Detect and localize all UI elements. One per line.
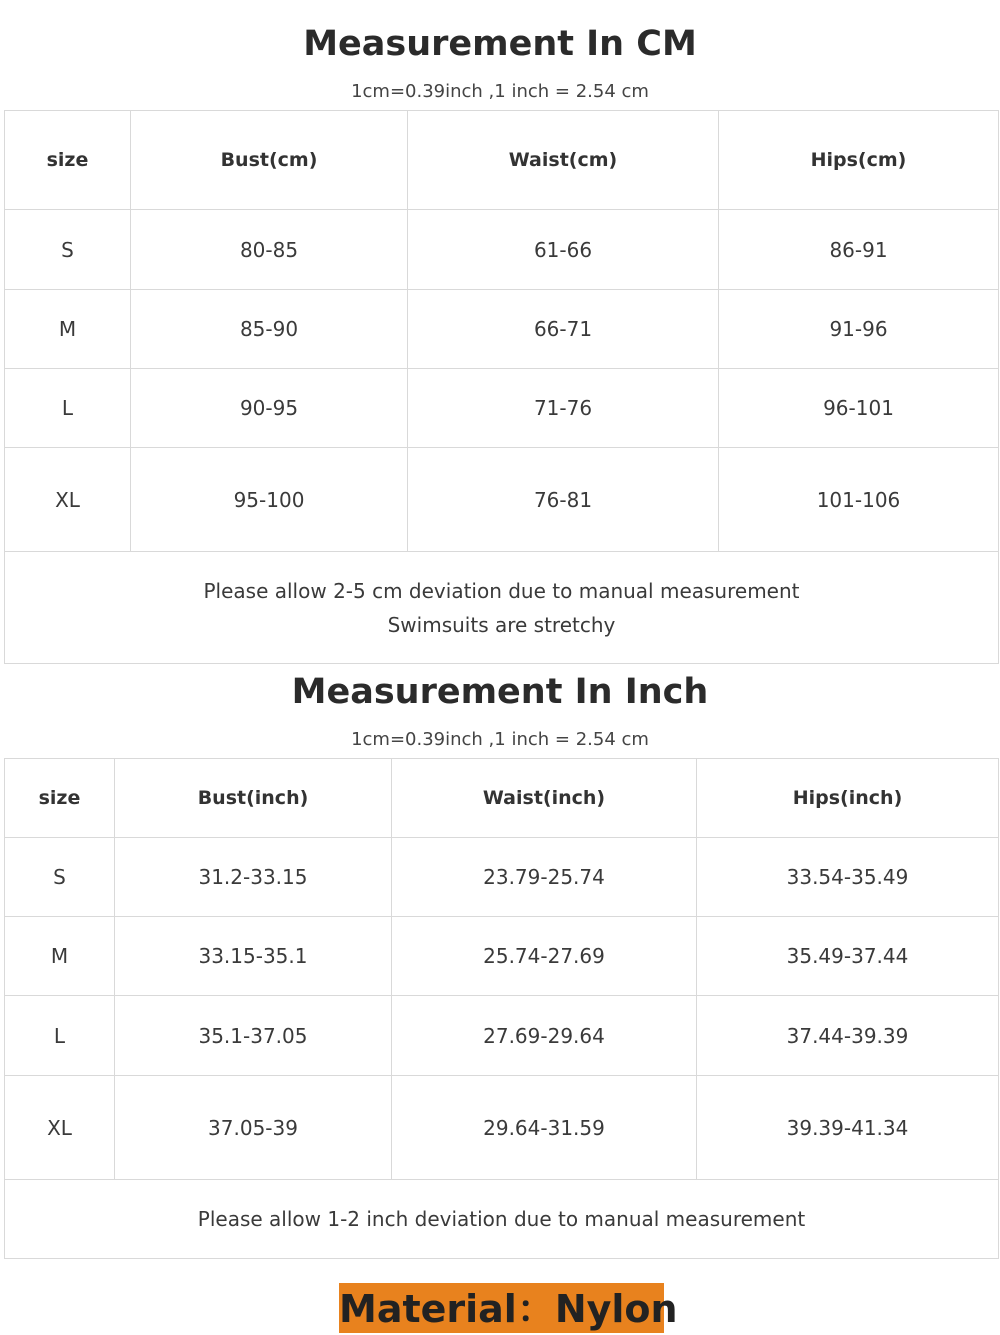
table-row bbox=[5, 448, 999, 552]
header-size: size bbox=[5, 111, 131, 210]
cell-waist: 66-71 bbox=[408, 290, 719, 369]
table-note-row bbox=[5, 1180, 999, 1259]
cell-size: M bbox=[5, 290, 131, 369]
table-header-row bbox=[5, 111, 999, 210]
cell-hips: 37.44-39.39 bbox=[697, 996, 999, 1076]
header-hips: Hips(inch) bbox=[697, 759, 999, 838]
header-waist: Waist(cm) bbox=[408, 111, 719, 210]
cell-size: S bbox=[5, 838, 115, 917]
cell-bust: 95-100 bbox=[131, 448, 408, 552]
cell-waist: 76-81 bbox=[408, 448, 719, 552]
deviation-note bbox=[5, 552, 999, 664]
table-row bbox=[5, 1076, 999, 1180]
cell-hips: 96-101 bbox=[719, 369, 999, 448]
cell-size: S bbox=[5, 210, 131, 290]
cell-hips: 91-96 bbox=[719, 290, 999, 369]
inch-title: Measurement In Inch bbox=[291, 672, 709, 712]
table-header-row bbox=[5, 759, 999, 838]
deviation-note-text: Please allow 1-2 inch deviation due to manual measurement bbox=[197, 1207, 806, 1231]
cell-size: L bbox=[5, 996, 115, 1076]
cm-title: Measurement In CM bbox=[303, 24, 697, 64]
stretch-note-text: Swimsuits are stretchy bbox=[387, 612, 616, 637]
table-row bbox=[5, 996, 999, 1076]
cell-hips: 35.49-37.44 bbox=[697, 917, 999, 996]
cell-hips: 101-106 bbox=[719, 448, 999, 552]
header-bust: Bust(cm) bbox=[131, 111, 408, 210]
material-badge: Material：Nylon bbox=[339, 1283, 664, 1333]
cell-bust: 35.1-37.05 bbox=[115, 996, 392, 1076]
header-bust: Bust(inch) bbox=[115, 759, 392, 838]
table-row bbox=[5, 369, 999, 448]
cell-waist: 27.69-29.64 bbox=[392, 996, 697, 1076]
deviation-note bbox=[5, 1180, 999, 1259]
inch-subtitle: 1cm=0.39inch ,1 inch = 2.54 cm bbox=[351, 729, 649, 750]
deviation-note-text: Please allow 2-5 cm deviation due to manual measurement bbox=[203, 578, 800, 603]
cm-size-table bbox=[4, 110, 999, 664]
cell-waist: 25.74-27.69 bbox=[392, 917, 697, 996]
cell-size: XL bbox=[5, 448, 131, 552]
table-row bbox=[5, 290, 999, 369]
cell-waist: 71-76 bbox=[408, 369, 719, 448]
header-size: size bbox=[5, 759, 115, 838]
cell-size: L bbox=[5, 369, 131, 448]
table-row bbox=[5, 917, 999, 996]
cell-waist: 61-66 bbox=[408, 210, 719, 290]
inch-size-table bbox=[4, 758, 999, 1259]
table-row bbox=[5, 210, 999, 290]
cell-waist: 23.79-25.74 bbox=[392, 838, 697, 917]
cell-bust: 90-95 bbox=[131, 369, 408, 448]
cell-size: XL bbox=[5, 1076, 115, 1180]
header-waist: Waist(inch) bbox=[392, 759, 697, 838]
table-row bbox=[5, 838, 999, 917]
cell-hips: 33.54-35.49 bbox=[697, 838, 999, 917]
header-hips: Hips(cm) bbox=[719, 111, 999, 210]
cm-subtitle: 1cm=0.39inch ,1 inch = 2.54 cm bbox=[351, 81, 649, 102]
cell-size: M bbox=[5, 917, 115, 996]
cell-bust: 37.05-39 bbox=[115, 1076, 392, 1180]
table-note-row bbox=[5, 552, 999, 664]
cell-bust: 31.2-33.15 bbox=[115, 838, 392, 917]
cell-hips: 86-91 bbox=[719, 210, 999, 290]
cell-bust: 85-90 bbox=[131, 290, 408, 369]
cell-waist: 29.64-31.59 bbox=[392, 1076, 697, 1180]
cell-bust: 80-85 bbox=[131, 210, 408, 290]
cell-hips: 39.39-41.34 bbox=[697, 1076, 999, 1180]
cell-bust: 33.15-35.1 bbox=[115, 917, 392, 996]
